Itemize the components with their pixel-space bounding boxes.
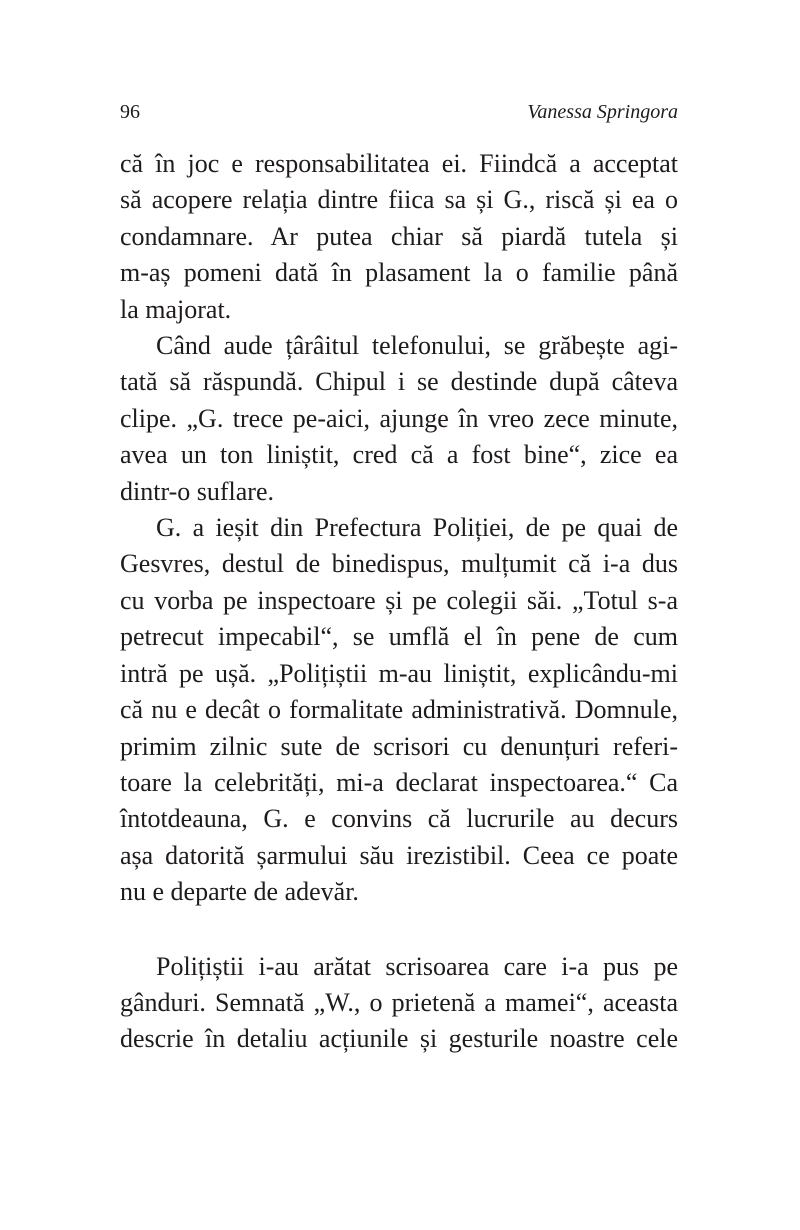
text-line: primim zilnic sute de scrisori cu denunțuri referi-: [120, 731, 678, 761]
text-line: toare la celebrități, mi-a declarat inspectoarea.“ Ca: [120, 767, 678, 797]
text-line: așa datorită șarmului său irezistibil. Ceea ce poate: [120, 840, 678, 870]
section-break: [120, 911, 678, 949]
text-line: G. a ieșit din Prefectura Poliției, de pe quai de: [156, 513, 678, 543]
text-line: Când aude țârâitul telefonului, se grăbește agi-: [156, 331, 678, 361]
text-line: tată să răspundă. Chipul i se destinde după câteva: [120, 367, 678, 397]
text-line: intră pe ușă. „Polițiștii m-au liniștit, explicându-mi: [120, 658, 678, 688]
text-line: Polițiștii i-au arătat scrisoarea care i-a pus pe: [156, 951, 678, 981]
text-line: că în joc e responsabilitatea ei. Fiindcă a acceptat: [120, 149, 678, 178]
text-line: petrecut impecabil“, se umflă el în pene de cum: [120, 622, 678, 652]
text-line: să acopere relația dintre fiica sa și G., riscă și ea o: [120, 185, 678, 215]
page-header: [120, 97, 678, 127]
text-line: nu e departe de adevăr.: [120, 877, 359, 907]
page-number: 96: [120, 101, 140, 123]
text-line: întotdeauna, G. e convins că lucrurile au decurs: [120, 804, 678, 834]
text-line: clipe. „G. trece pe-aici, ajunge în vreo zece minute,: [120, 403, 678, 433]
text-line: avea un ton liniștit, cred că a fost bine“, zice ea: [120, 440, 678, 470]
paragraph-2: [120, 328, 678, 510]
paragraph-1: [120, 146, 678, 328]
text-line: dintr-o suflare.: [120, 476, 274, 506]
text-line: descrie în detaliu acțiunile și gesturile noastre cele: [120, 1024, 678, 1054]
text-line: condamnare. Ar putea chiar să piardă tutela și: [120, 221, 678, 251]
text-line: Gesvres, destul de binedispus, mulțumit că i-a dus: [120, 549, 678, 579]
body-text: [120, 146, 678, 1058]
paragraph-3: [120, 510, 678, 910]
running-head-author: Vanessa Springora: [527, 101, 678, 123]
text-line: cu vorba pe inspectoare și pe colegii săi. „Totul s-a: [120, 585, 678, 615]
text-line: că nu e decât o formalitate administrativă. Domnule,: [120, 695, 678, 725]
paragraph-4: [120, 949, 678, 1058]
text-line: gânduri. Semnată „W., o prietenă a mamei“, aceasta: [120, 987, 678, 1017]
text-line: la majorat.: [120, 294, 232, 324]
text-line: m-aș pomeni dată în plasament la o familie până: [120, 258, 678, 288]
